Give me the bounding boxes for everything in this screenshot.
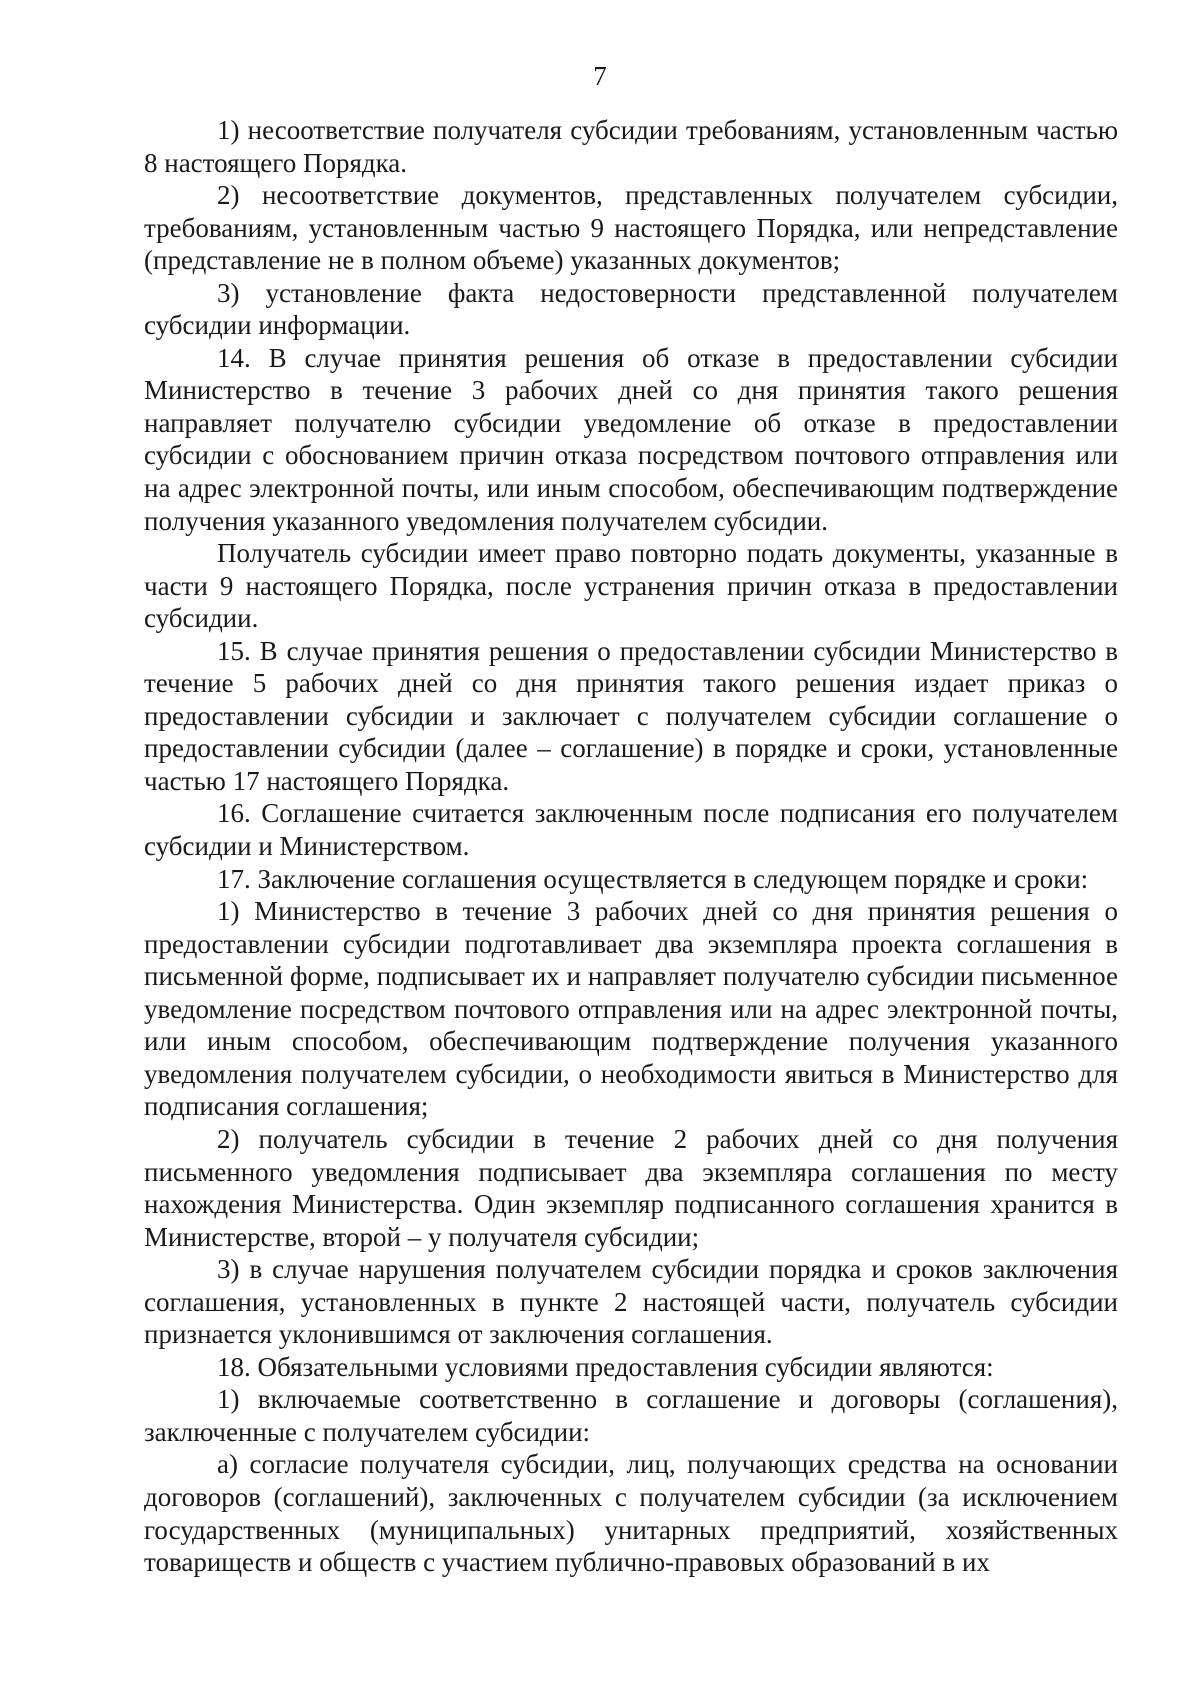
paragraph-clause-14-continued: Получатель субсидии имеет право повторно подать документы, указанные в части 9 настоящего Порядка, после устранения причин отказа в предоставлении субсидии. [144, 538, 1118, 634]
paragraph-clause-17-item-2: 2) получатель субсидии в течение 2 рабочих дней со дня получения письменного уведомления подписывает два экземпляра соглашения по месту нахождения Министерства. Один экземпляр подписанного соглашения хранится в Министерстве, второй – у получателя субсидии; [144, 1123, 1118, 1252]
paragraph-clause-17: 17. Заключение соглашения осуществляется в следующем порядке и сроки: [217, 863, 1089, 894]
paragraph-clause-17-item-3: 3) в случае нарушения получателем субсидии порядка и сроков заключения соглашения, установленных в пункте 2 настоящей части, получатель субсидии признается уклонившимся от заключения соглашения. [144, 1254, 1118, 1350]
paragraph-clause-18-item-1a: а) согласие получателя субсидии, лиц, получающих средства на основании договоров (соглашений), заключенных с получателем субсидии (за исключением государственных (муниципальных) унитарных предприятий, хозяйственных товариществ и обществ с участием публично-правовых образований в их [144, 1449, 1118, 1578]
paragraph-clause-18: 18. Обязательными условиями предоставления субсидии являются: [217, 1351, 994, 1382]
document-body [144, 114, 1118, 1579]
paragraph-item-3: 3) установление факта недостоверности представленной получателем субсидии информации. [144, 277, 1118, 341]
paragraph-clause-15: 15. В случае принятия решения о предоставлении субсидии Министерство в течение 5 рабочих дней со дня принятия такого решения издает приказ о предоставлении субсидии и заключает с получателем субсидии соглашение о предоставлении субсидии (далее – соглашение) в порядке и сроки, установленные частью 17 настоящего Порядка. [144, 635, 1118, 796]
paragraph-clause-17-item-1: 1) Министерство в течение 3 рабочих дней со дня принятия решения о предоставлении субсидии подготавливает два экземпляра проекта соглашения в письменной форме, подписывает их и направляет получателю субсидии письменное уведомление посредством почтового отправления или на адрес электронной почты, или иным способом, обеспечивающим подтверждение получения указанного уведомления получателем субсидии, о необходимости явиться в Министерство для подписания соглашения; [144, 896, 1118, 1122]
paragraph-clause-14: 14. В случае принятия решения об отказе в предоставлении субсидии Министерство в течение 3 рабочих дней со дня принятия такого решения направляет получателю субсидии уведомление об отказе в предоставлении субсидии с обоснованием причин отказа посредством почтового отправления или на адрес электронной почты, или иным способом, обеспечивающим подтверждение получения указанного уведомления получателем субсидии. [144, 342, 1118, 536]
paragraph-item-1: 1) несоответствие получателя субсидии требованиям, установленным частью 8 настоящего Порядка. [144, 115, 1118, 178]
paragraph-clause-16: 16. Соглашение считается заключенным после подписания его получателем субсидии и Министерством. [144, 798, 1118, 862]
paragraph-clause-18-item-1: 1) включаемые соответственно в соглашение и договоры (соглашения), заключенные с получателем субсидии: [144, 1384, 1118, 1447]
page-number: 7 [593, 61, 607, 91]
paragraph-item-2: 2) несоответствие документов, представленных получателем субсидии, требованиям, установленным частью 9 настоящего Порядка, или непредставление (представление не в полном объеме) указанных документов; [144, 180, 1118, 276]
